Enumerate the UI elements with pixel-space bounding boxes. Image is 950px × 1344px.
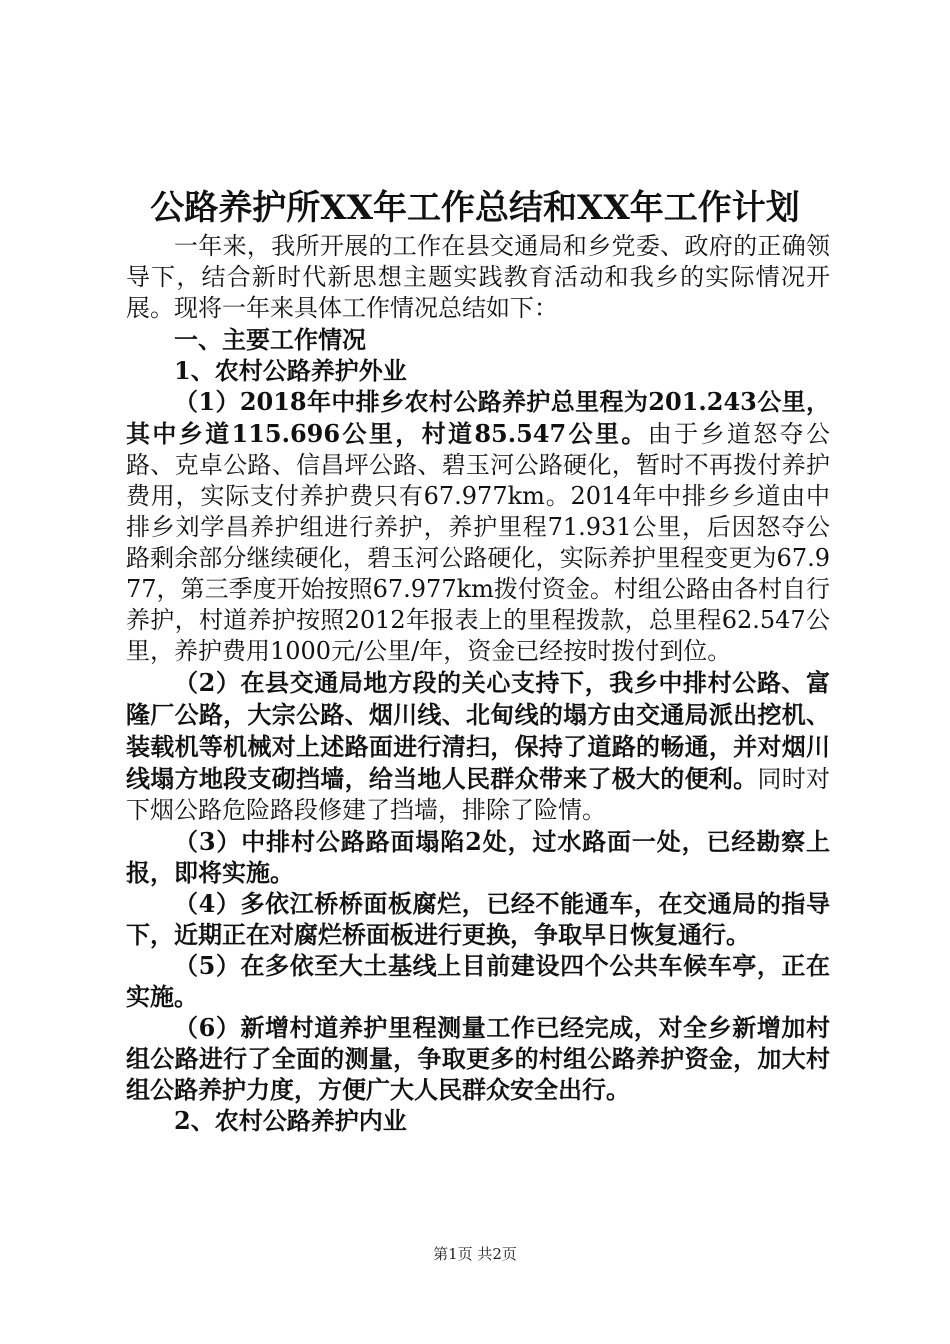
item-2-paragraph (126, 667, 830, 826)
page-number-footer: 第1页 共2页 (433, 1245, 517, 1263)
item-2-lead: （2）在县交通局地方段的关心支持下，我乡中排村公路、富隆厂公路，大宗公路、烟川线、北甸线的塌方由交通局派出挖机、装载机等机械对上述路面进行清扫，保持了道路的畅通，并对烟川线塌方地段支砌挡墙，给当地人民群众带来了极大的便利。 (126, 668, 830, 793)
subsection-heading-office-work: 2、农村公路养护内业 (174, 1106, 407, 1135)
document-body (126, 231, 830, 1136)
intro-paragraph: 一年来，我所开展的工作在县交通局和乡党委、政府的正确领导下，结合新时代新思想主题实践教育活动和我乡的实际情况开展。现将一年来具体工作情况总结如下： (126, 232, 830, 322)
item-3-paragraph: （3）中排村公路路面塌陷2处，过水路面一处，已经勘察上报，即将实施。 (126, 827, 830, 887)
item-1-paragraph (126, 386, 830, 667)
section-heading-main-work: 一、主要工作情况 (174, 325, 366, 354)
item-6-paragraph: （6）新增村道养护里程测量工作已经完成，对全乡新增加村组公路进行了全面的测量，争取更多的村组公路养护资金，加大村组公路养护力度，方便广大人民群众安全出行。 (126, 1013, 830, 1104)
item-4-paragraph: （4）多依江桥桥面板腐烂，已经不能通车，在交通局的指导下，近期正在对腐烂桥面板进行更换，争取早日恢复通行。 (126, 889, 830, 949)
document-title: 公路养护所XX年工作总结和XX年工作计划 (150, 188, 800, 228)
item-2-body: 同时对下烟公路危险路段修建了挡墙，排除了险情。 (126, 765, 831, 824)
item-1-lead: （1）2018年中排乡农村公路养护总里程为201.243公里，其中乡道115.696公里，村道85.547公里。 (126, 387, 830, 448)
item-1-body: 由于乡道怒夺公路、克卓公路、信昌坪公路、碧玉河公路硬化，暂时不再拨付养护费用，实际支付养护费只有67.977km。2014年中排乡乡道由中排乡刘学昌养护组进行养护，养护里程71.931公里，后因怒夺公路剩余部分继续硬化，碧玉河公路硬化，实际养护里程变更为67.977，第三季度开始按照67.977km拨付资金。村组公路由各村自行养护，村道养护按照2012年报表上的里程拨款，总里程62.547公里，养护费用1000元/公里/年，资金已经按时拨付到位。 (126, 420, 830, 665)
subsection-heading-field-work: 1、农村公路养护外业 (174, 356, 407, 385)
item-5-paragraph: （5）在多依至大土基线上目前建设四个公共车候车亭，正在实施。 (126, 951, 830, 1011)
